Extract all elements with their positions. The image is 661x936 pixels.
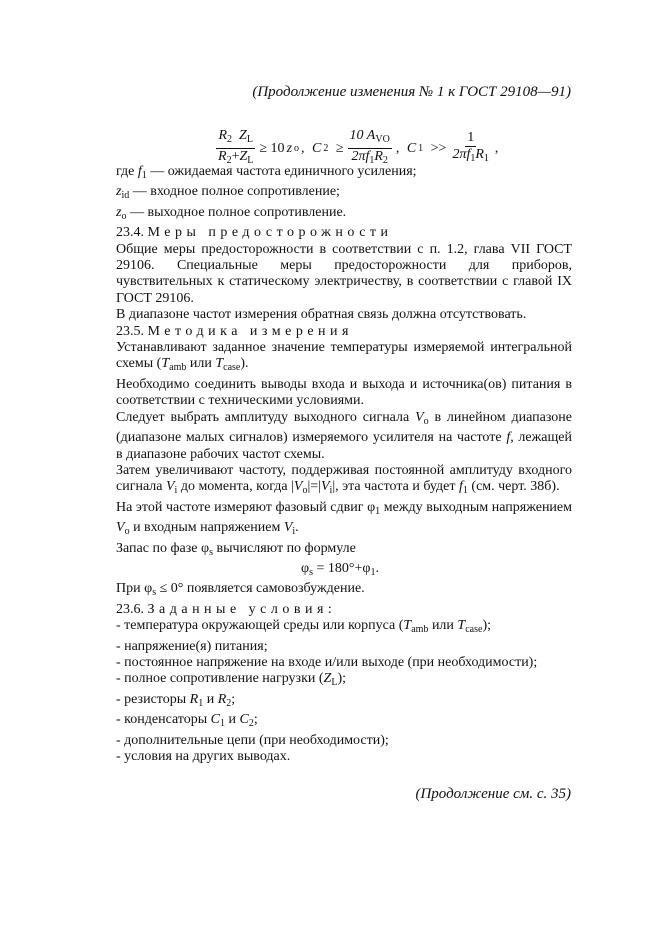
condition-dc-voltage: - постоянное напряжение на входе и/или выходе (при необходимости);: [116, 654, 538, 670]
condition-additional-circuits: - дополнительные цепи (при необходимости);: [116, 732, 389, 748]
fraction-avo: $\frac{10 A_{VO}}{2\pi f_1R_2}$: [349, 128, 390, 166]
formula-conditions: $\frac{R_2 Z_L}{R_2+Z_L}$ ≥ 10 z o , C 2 ≥ $\frac{10 A_{VO}}{2\pi f_1R_2}$ , C 1 >> $\frac{1}{2\pi f_1R_1}$ ,: [214, 128, 498, 169]
def-f1: где $f_1$ — ожидаемая частота единичного усиления;: [116, 164, 417, 181]
paragraph-self-excitation: При $\varphi_s \le 0^\circ$ появляется самовозбуждение.: [116, 581, 365, 599]
paragraph-frequency: Затем увеличивают частоту, поддерживая постоянной амплитуду входного сигнала $V_i$ до момента, когда $|V_o|=|V_i|$, эта частота и будет $f_1$ (см. черт. 38б).: [116, 462, 572, 497]
paragraph-general-precautions: Общие меры предосторожности в соответствии с п. 1.2, глава VII ГОСТ 29106. Специальные меры предосторожности для приборов, чувствительных к статическому электричеству, в соответствии с главой IX ГОСТ 29106.: [116, 241, 572, 306]
condition-load-impedance: - полное сопротивление нагрузки $(Z_L)$;: [116, 671, 347, 689]
condition-temperature: - температура окружающей среды или корпуса ($T_{amb}$ или $T_{case}$);: [116, 618, 491, 636]
section-23-6-heading: 23.6. Заданные условия:: [116, 601, 337, 617]
fraction-r2-zl: $\frac{R_2 Z_L}{R_2+Z_L}$: [218, 128, 254, 166]
section-23-4-heading: 23.4. Меры предосторожности: [116, 225, 393, 241]
paragraph-phase-shift: На этой частоте измеряют фазовый сдвиг $\varphi_1$ между выходным напряжением $V_o$ и входным напряжением $V_i$.: [116, 499, 573, 538]
paragraph-temperature: Устанавливают заданное значение температуры измеряемой интегральной схемы ($T_{amb}$ или $T_{case}$).: [116, 340, 572, 374]
fraction-one-over: $\frac{1}{2\pi f_1R_1}$: [452, 130, 489, 164]
condition-other-terminals: - условия на других выводах.: [116, 749, 291, 764]
document-body: [116, 164, 572, 765]
paragraph-phase-margin: Запас по фазе $\varphi_s$ вычисляют по формуле: [116, 540, 356, 558]
def-zid: $z_{id}$ — входное полное сопротивление;: [116, 184, 340, 202]
section-23-5-heading: 23.5. Методика измерения: [116, 323, 353, 339]
paragraph-connect: Необходимо соединить выводы входа и выхода и источника(ов) питания в соответствии с техническими условиями.: [116, 376, 572, 409]
continuation-header: (Продолжение изменения № 1 к ГОСТ 29108—91): [252, 84, 571, 100]
condition-supply-voltage: - напряжение(я) питания;: [116, 638, 268, 654]
continuation-footer: (Продолжение см. с. 35): [415, 786, 571, 802]
paragraph-feedback: В диапазоне частот измерения обратная связь должна отсутствовать.: [116, 307, 527, 323]
equation-phase-margin: $\varphi_s = 180^\circ+\varphi_1$.: [301, 560, 379, 578]
def-zo: $z_o$ — выходное полное сопротивление.: [116, 204, 347, 222]
condition-capacitors: - конденсаторы $C_1$ и $C_2$;: [116, 712, 258, 730]
paragraph-amplitude: Следует выбрать амплитуду выходного сигнала $V_o$ в линейном диапазоне (диапазоне малых сигналов) измеряемого усилителя на частоте f, лежащей в диапазоне рабочих частот схемы.: [116, 409, 573, 462]
condition-resistors: - резисторы $R_1$ и $R_2$;: [116, 691, 236, 709]
